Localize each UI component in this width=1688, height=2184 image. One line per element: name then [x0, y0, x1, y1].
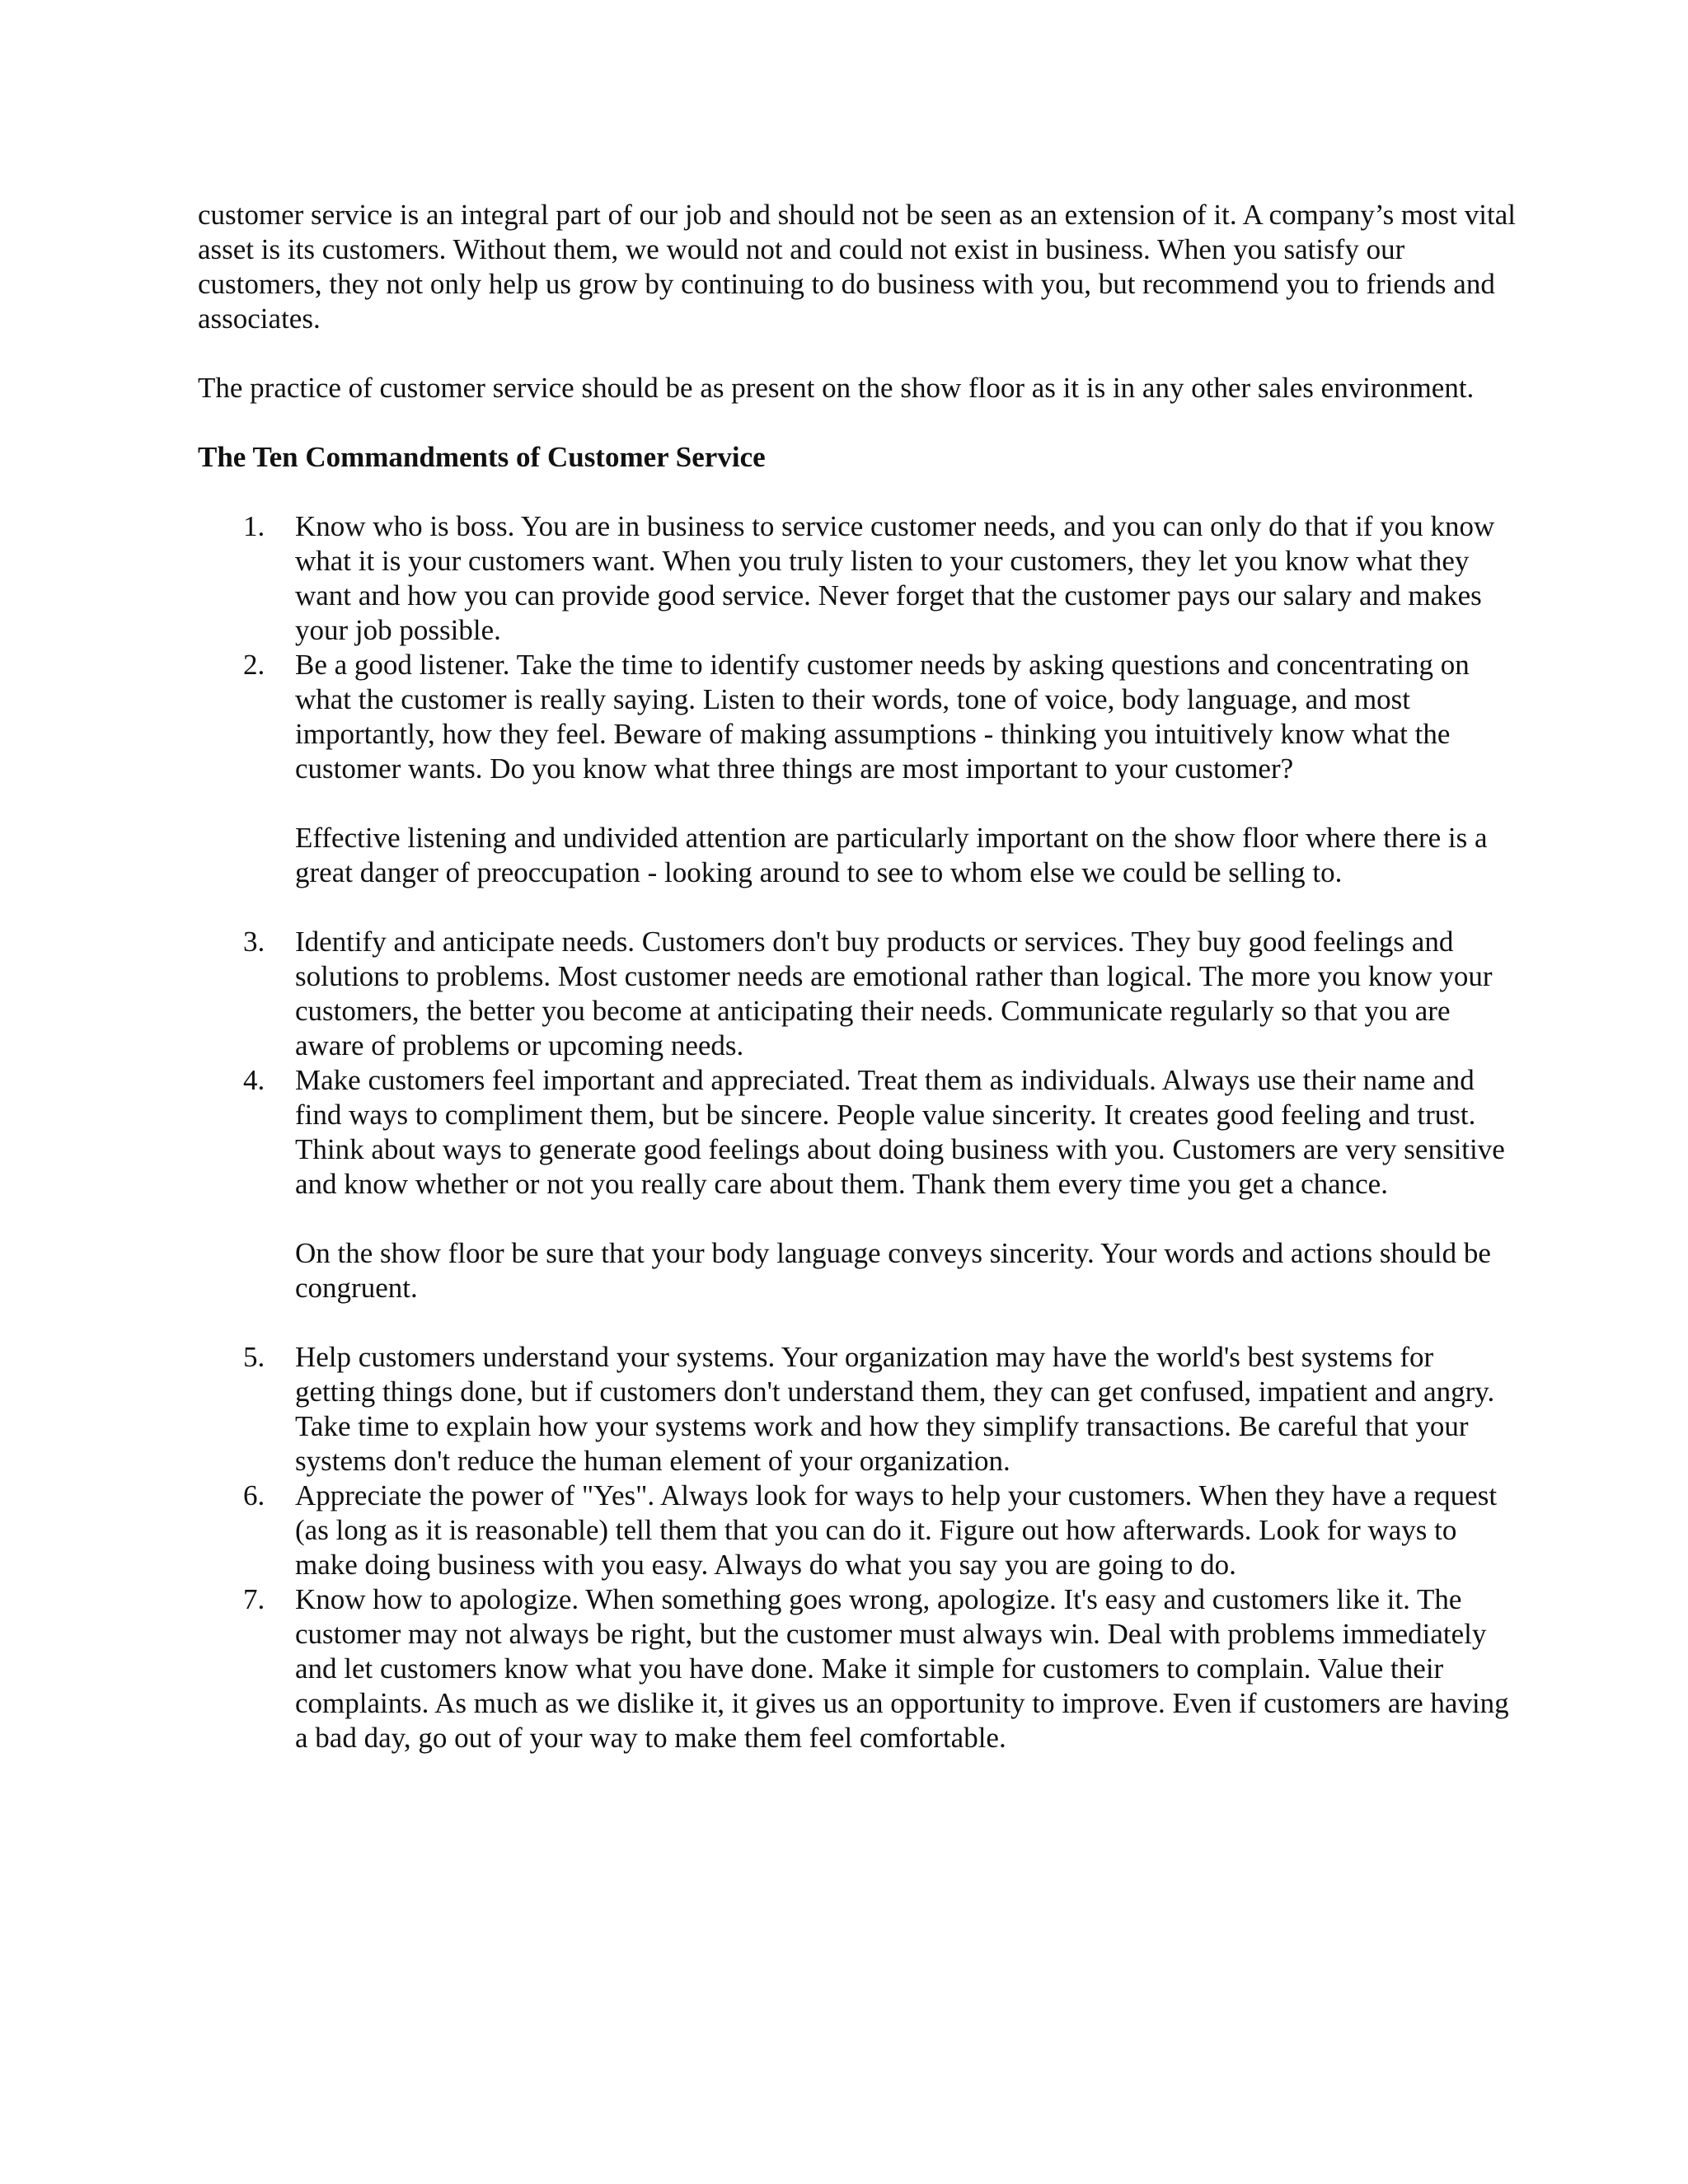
list-item-note: On the show floor be sure that your body language conveys sincerity. Your words and actions should be congruent. — [295, 1237, 1491, 1304]
intro-paragraph: customer service is an integral part of our job and should not be seen as an extension of it. A company’s most vital asset is its customers. Without them, we would not and could not exist in business. When you satisfy our customers, they not only help us grow by continuing to do business with you, but recommend you to friends and associates. — [198, 199, 1516, 335]
list-item-text: Help customers understand your systems. Your organization may have the world's best systems for getting things done, but if customers don't understand them, they can get confused, impatient and angry. Take time to explain how your systems work and how they simplify transactions. Be careful that your systems don't reduce the human element of your organization. — [295, 1341, 1495, 1477]
list-item-5 — [198, 1340, 1517, 1479]
list-item-2 — [198, 648, 1517, 890]
list-number: 2. — [243, 649, 265, 681]
list-item-text: Know who is boss. You are in business to service customer needs, and you can only do that if you know what it is your customers want. When you truly listen to your customers, they let you know what they want and how you can provide good service. Never forget that the customer pays our salary and makes your job possible. — [295, 510, 1495, 646]
list-number: 3. — [243, 926, 265, 958]
list-item-text: Identify and anticipate needs. Customers don't buy products or services. They buy good feelings and solutions to problems. Most customer needs are emotional rather than logical. The more you know your customers, the better you become at anticipating their needs. Communicate regularly so that you are aware of problems or upcoming needs. — [295, 926, 1493, 1062]
list-item-1 — [198, 509, 1517, 648]
list-item-7 — [198, 1582, 1517, 1755]
list-item-text: Know how to apologize. When something goes wrong, apologize. It's easy and customers like it. The customer may not always be right, but the customer must always win. Deal with problems immediately and let customers know what you have done. Make it simple for customers to complain. Value their complaints. As much as we dislike it, it gives us an opportunity to improve. Even if customers are having a bad day, go out of your way to make them feel comfortable. — [295, 1583, 1509, 1754]
section-heading: The Ten Commandments of Customer Service — [198, 441, 766, 473]
list-item-text: Make customers feel important and appreciated. Treat them as individuals. Always use their name and find ways to compliment them, but be sincere. People value sincerity. It creates good feeling and trust. Think about ways to generate good feelings about doing business with you. Customers are very sensitive and know whether or not you really care about them. Thank them every time you get a chance. — [295, 1064, 1505, 1200]
list-item-4 — [198, 1063, 1517, 1305]
list-item-note: Effective listening and undivided attention are particularly important on the show floor where there is a great danger of preoccupation - looking around to see to whom else we could be selling to. — [295, 822, 1488, 888]
list-item-text: Be a good listener. Take the time to identify customer needs by asking questions and concentrating on what the customer is really saying. Listen to their words, tone of voice, body language, and most importantly, how they feel. Beware of making assumptions - thinking you intuitively know what the customer wants. Do you know what three things are most important to your customer? — [295, 649, 1470, 785]
intro-paragraph-show-floor: The practice of customer service should be as present on the show floor as it is in any other sales environment. — [198, 372, 1475, 404]
list-number: 1. — [243, 510, 265, 542]
list-item-6 — [198, 1479, 1517, 1582]
document-body — [198, 198, 1517, 1755]
list-number: 6. — [243, 1479, 265, 1511]
list-number: 5. — [243, 1341, 265, 1373]
list-item-text: Appreciate the power of "Yes". Always look for ways to help your customers. When they have a request (as long as it is reasonable) tell them that you can do it. Figure out how afterwards. Look for ways to make doing business with you easy. Always do what you say you are going to do. — [295, 1479, 1498, 1581]
list-number: 4. — [243, 1064, 265, 1096]
commandments-list — [198, 509, 1517, 1755]
list-number: 7. — [243, 1583, 265, 1615]
list-item-3 — [198, 925, 1517, 1063]
